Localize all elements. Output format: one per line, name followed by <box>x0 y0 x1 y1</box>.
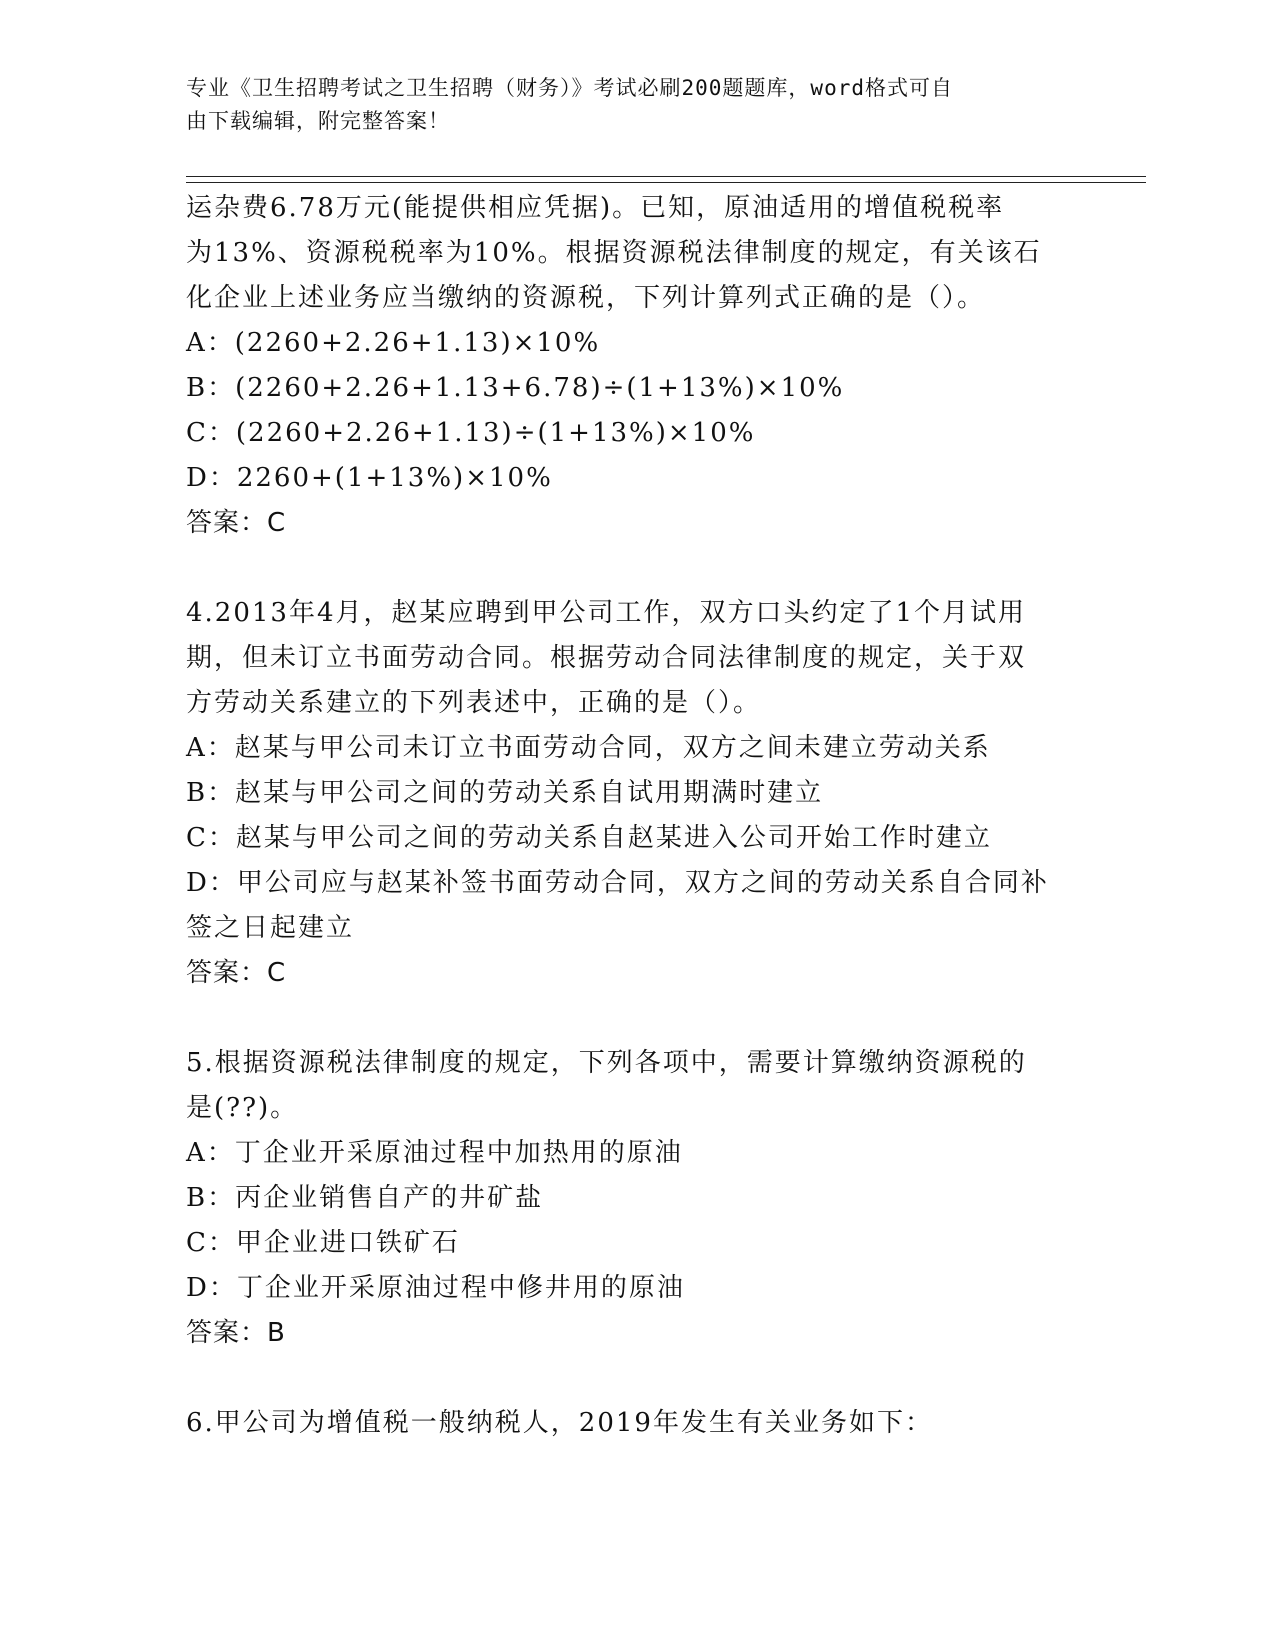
document-body <box>186 186 1086 1446</box>
question-text-line: 期，但未订立书面劳动合同。根据劳动合同法律制度的规定，关于双 <box>186 643 1027 673</box>
option-d: D：2260+(1+13%)×10% <box>186 463 553 493</box>
option-d: D：丁企业开采原油过程中修井用的原油 <box>186 1273 685 1303</box>
question-5 <box>186 1041 1086 1356</box>
question-text-line: 运杂费6.78万元(能提供相应凭据)。已知，原油适用的增值税税率 <box>186 193 1005 223</box>
answer-label: 答案：B <box>186 1318 286 1348</box>
option-d: D：甲公司应与赵某补签书面劳动合同，双方之间的劳动关系自合同补 <box>186 868 1049 898</box>
header-divider-bottom <box>186 182 1146 183</box>
question-text-line: 6.甲公司为增值税一般纳税人，2019年发生有关业务如下： <box>186 1408 933 1438</box>
option-b: B：赵某与甲公司之间的劳动关系自试用期满时建立 <box>186 778 824 808</box>
question-3 <box>186 186 1086 546</box>
header-line-2: 由下载编辑，附完整答案！ <box>186 109 450 133</box>
option-c: C：(2260+2.26+1.13)÷(1+13%)×10% <box>186 418 756 448</box>
answer-label: 答案：C <box>186 508 287 538</box>
page-header <box>186 72 1066 138</box>
question-6 <box>186 1401 1086 1446</box>
option-a: A：(2260+2.26+1.13)×10% <box>186 328 601 358</box>
question-text-line: 4.2013年4月，赵某应聘到甲公司工作，双方口头约定了1个月试用 <box>186 598 1027 628</box>
option-d-continued: 签之日起建立 <box>186 913 355 943</box>
option-a: A：赵某与甲公司未订立书面劳动合同，双方之间未建立劳动关系 <box>186 733 991 763</box>
question-text-line: 化企业上述业务应当缴纳的资源税，下列计算列式正确的是（）。 <box>186 283 986 313</box>
option-b: B：(2260+2.26+1.13+6.78)÷(1+13%)×10% <box>186 373 845 403</box>
option-c: C：甲企业进口铁矿石 <box>186 1228 460 1258</box>
question-text-line: 是(??)。 <box>186 1093 299 1123</box>
question-text-line: 5.根据资源税法律制度的规定，下列各项中，需要计算缴纳资源税的 <box>186 1048 1027 1078</box>
spacer <box>186 1356 1086 1401</box>
spacer <box>186 996 1086 1041</box>
answer-label: 答案：C <box>186 958 287 988</box>
question-4 <box>186 591 1086 996</box>
question-text-line: 方劳动关系建立的下列表述中，正确的是（）。 <box>186 688 762 718</box>
header-line-1: 专业《卫生招聘考试之卫生招聘（财务）》考试必刷200题题库，word格式可自 <box>186 76 953 100</box>
header-divider-top <box>186 176 1146 177</box>
option-b: B：丙企业销售自产的井矿盐 <box>186 1183 544 1213</box>
spacer <box>186 546 1086 591</box>
option-c: C：赵某与甲公司之间的劳动关系自赵某进入公司开始工作时建立 <box>186 823 992 853</box>
option-a: A：丁企业开采原油过程中加热用的原油 <box>186 1138 683 1168</box>
question-text-line: 为13%、资源税税率为10%。根据资源税法律制度的规定，有关该石 <box>186 238 1042 268</box>
